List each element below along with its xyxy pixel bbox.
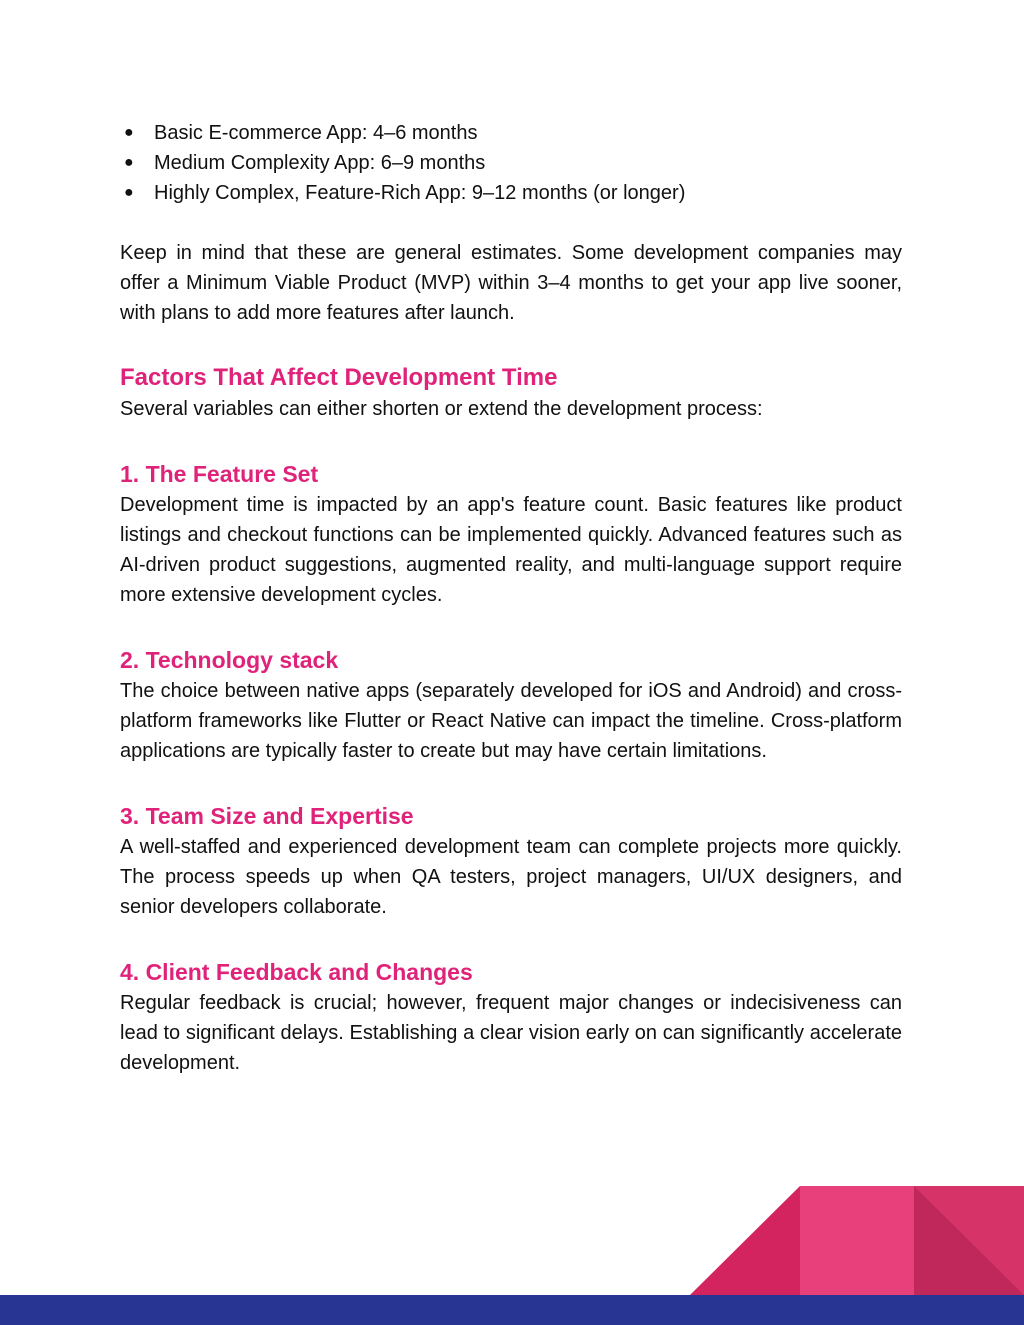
list-item: ● Medium Complexity App: 6–9 months (154, 148, 902, 178)
section-title-client-feedback: 4. Client Feedback and Changes (120, 959, 473, 985)
factors-lead: Several variables can either shorten or extend the development process: (120, 398, 763, 420)
footer-band (0, 1295, 1024, 1325)
section-body-feature-set: Development time is impacted by an app's feature count. Basic features like product listings and checkout functions can be implemented quickly. Advanced features such as AI-driven product suggestions, augmented reality, and multi-language support require more extensive development cycles. (120, 494, 902, 606)
footer-pink-triangle (690, 1186, 800, 1295)
section-body-team-size: A well-staffed and experienced development team can complete projects more quickly. The process speeds up when QA testers, project managers, UI/UX designers, and senior developers collaborate. (120, 836, 902, 918)
footer-decoration (0, 1180, 1024, 1325)
section-body-technology-stack: The choice between native apps (separately developed for iOS and Android) and cross-platform frameworks like Flutter or React Native can impact the timeline. Cross-platform applications are typically faster to create but may have certain limitations. (120, 680, 902, 762)
section-title-feature-set: 1. The Feature Set (120, 461, 319, 487)
intro-paragraph: Keep in mind that these are general estimates. Some development companies may offer a Minimum Viable Product (MVP) within 3–4 months to get your app live sooner, with plans to add more features after launch. (120, 242, 902, 324)
footer-pink-block (800, 1186, 914, 1295)
section-body-client-feedback: Regular feedback is crucial; however, frequent major changes or indecisiveness can lead to significant delays. Establishing a clear vision early on can significantly accelerate development. (120, 992, 902, 1074)
document-body (120, 118, 902, 1078)
section-title-team-size: 3. Team Size and Expertise (120, 803, 414, 829)
list-item: ● Highly Complex, Feature-Rich App: 9–12 months (or longer) (154, 178, 902, 208)
timeline-list (120, 118, 902, 208)
factors-heading: Factors That Affect Development Time (120, 364, 558, 391)
section-title-technology-stack: 2. Technology stack (120, 647, 339, 673)
list-item: ● Basic E-commerce App: 4–6 months (154, 118, 902, 148)
